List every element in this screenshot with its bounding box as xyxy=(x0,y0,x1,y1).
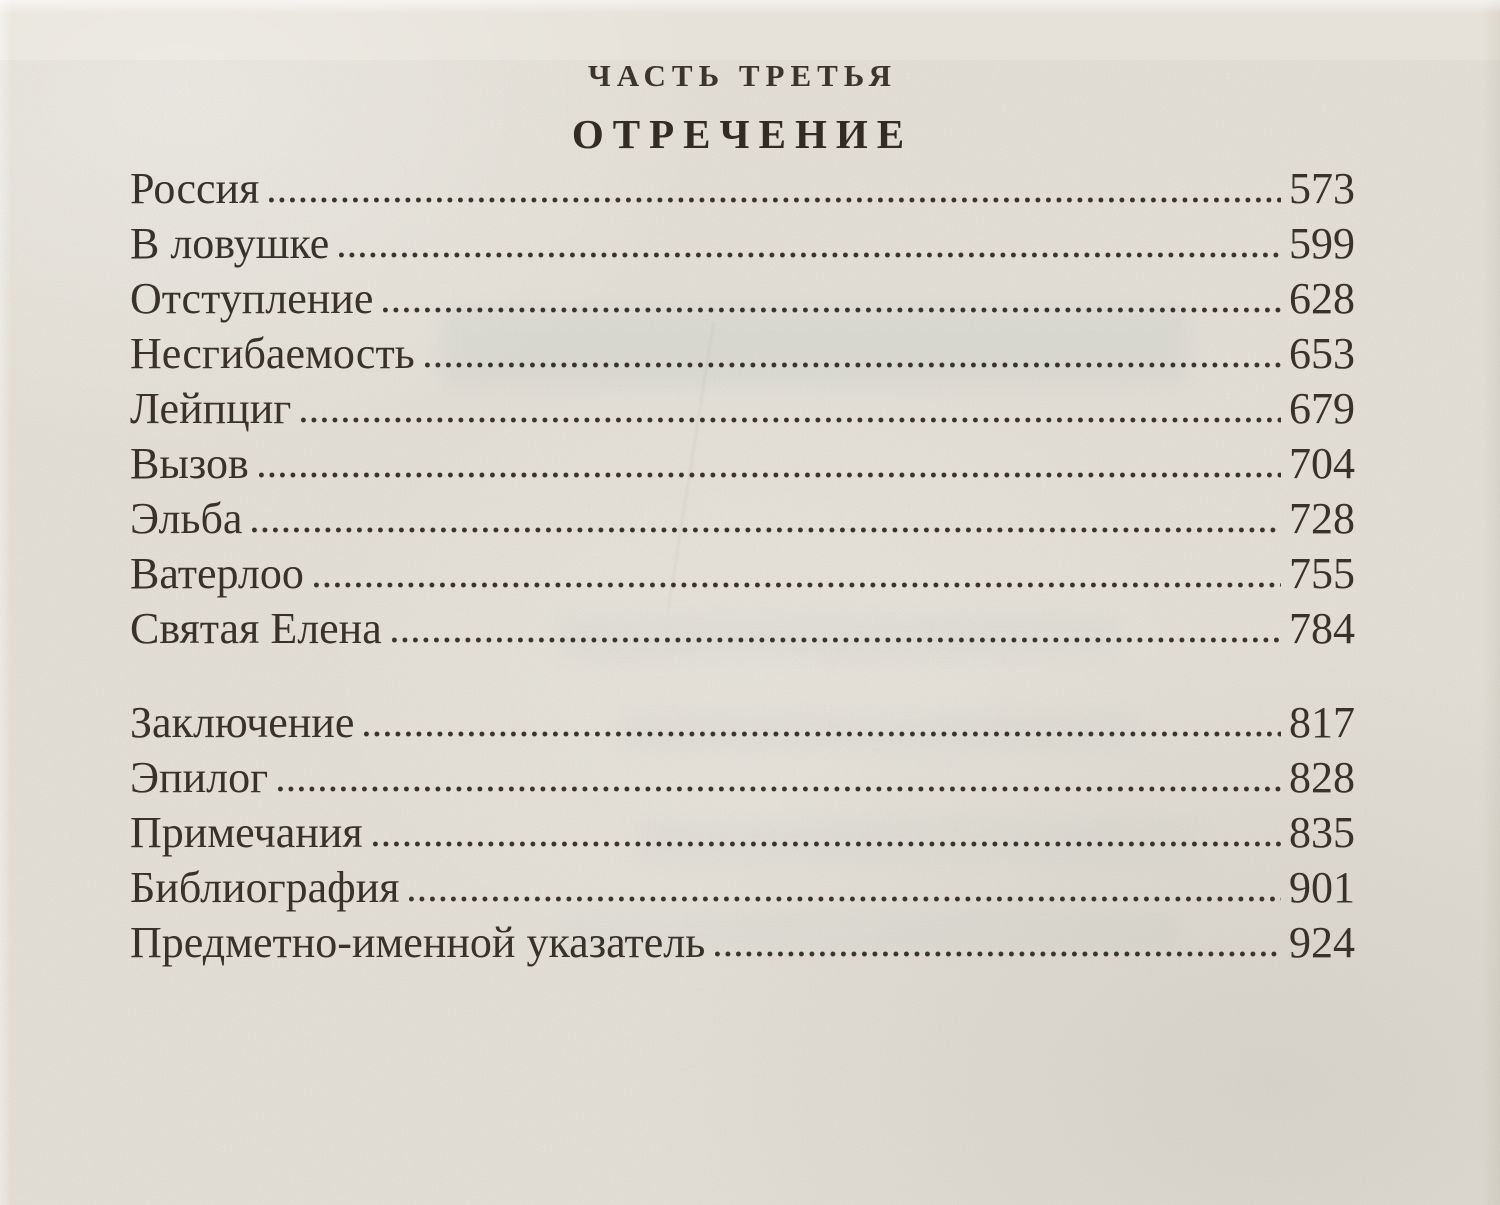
page-number: 755 xyxy=(1289,549,1355,598)
chapter-title: Отступление xyxy=(130,274,374,323)
chapter-title: Святая Елена xyxy=(130,604,382,653)
dot-leader xyxy=(409,896,1281,902)
page-number: 817 xyxy=(1289,698,1355,747)
chapter-title: В ловушке xyxy=(130,219,330,268)
chapter-title: Лейпциг xyxy=(130,384,292,433)
toc-entry xyxy=(130,805,1355,860)
page-number: 679 xyxy=(1289,384,1355,433)
page-number: 728 xyxy=(1289,494,1355,543)
chapter-title: Несгибаемость xyxy=(130,329,415,378)
toc-entry xyxy=(130,436,1355,491)
table-of-contents xyxy=(130,161,1355,970)
part-label: ЧАСТЬ ТРЕТЬЯ xyxy=(587,58,898,93)
page-number: 784 xyxy=(1289,604,1355,653)
page-number: 901 xyxy=(1289,863,1355,912)
dot-leader xyxy=(269,197,1281,203)
toc-entry xyxy=(130,750,1355,805)
chapter-title: Эльба xyxy=(130,494,243,543)
chapter-title: Библиография xyxy=(130,863,400,912)
toc-entry xyxy=(130,326,1355,381)
dot-leader xyxy=(259,472,1281,478)
chapter-title: Примечания xyxy=(130,808,363,857)
dot-leader xyxy=(364,731,1281,737)
chapter-title: Предметно-именной указатель xyxy=(130,918,706,967)
toc-entry xyxy=(130,860,1355,915)
page-number: 599 xyxy=(1289,219,1355,268)
toc-section-back-matter xyxy=(130,695,1355,970)
dot-leader xyxy=(339,252,1281,258)
toc-entry xyxy=(130,271,1355,326)
toc-section-chapters xyxy=(130,161,1355,656)
dot-leader xyxy=(373,841,1281,847)
chapter-title: Ватерлоо xyxy=(130,549,304,598)
toc-entry xyxy=(130,491,1355,546)
toc-entry xyxy=(130,546,1355,601)
dot-leader xyxy=(314,582,1281,588)
page-number: 828 xyxy=(1289,753,1355,802)
toc-entry xyxy=(130,161,1355,216)
toc-entry xyxy=(130,695,1355,750)
chapter-title: Эпилог xyxy=(130,753,269,802)
dot-leader xyxy=(383,307,1281,313)
dot-leader xyxy=(392,637,1281,643)
toc-entry xyxy=(130,915,1355,970)
page-number: 835 xyxy=(1289,808,1355,857)
page-number: 924 xyxy=(1289,918,1355,967)
toc-entry xyxy=(130,381,1355,436)
dot-leader xyxy=(278,786,1281,792)
dot-leader xyxy=(425,362,1281,368)
page-number: 704 xyxy=(1289,439,1355,488)
chapter-title: Заключение xyxy=(130,698,355,747)
dot-leader xyxy=(715,951,1281,957)
part-title: ОТРЕЧЕНИЕ xyxy=(571,111,914,157)
chapter-title: Вызов xyxy=(130,439,249,488)
book-toc-page xyxy=(0,60,1500,1205)
page-number: 628 xyxy=(1289,274,1355,323)
toc-entry xyxy=(130,216,1355,271)
dot-leader xyxy=(252,527,1281,533)
dot-leader xyxy=(301,417,1281,423)
toc-entry xyxy=(130,601,1355,656)
page-number: 653 xyxy=(1289,329,1355,378)
page-number: 573 xyxy=(1289,164,1355,213)
chapter-title: Россия xyxy=(130,164,260,213)
